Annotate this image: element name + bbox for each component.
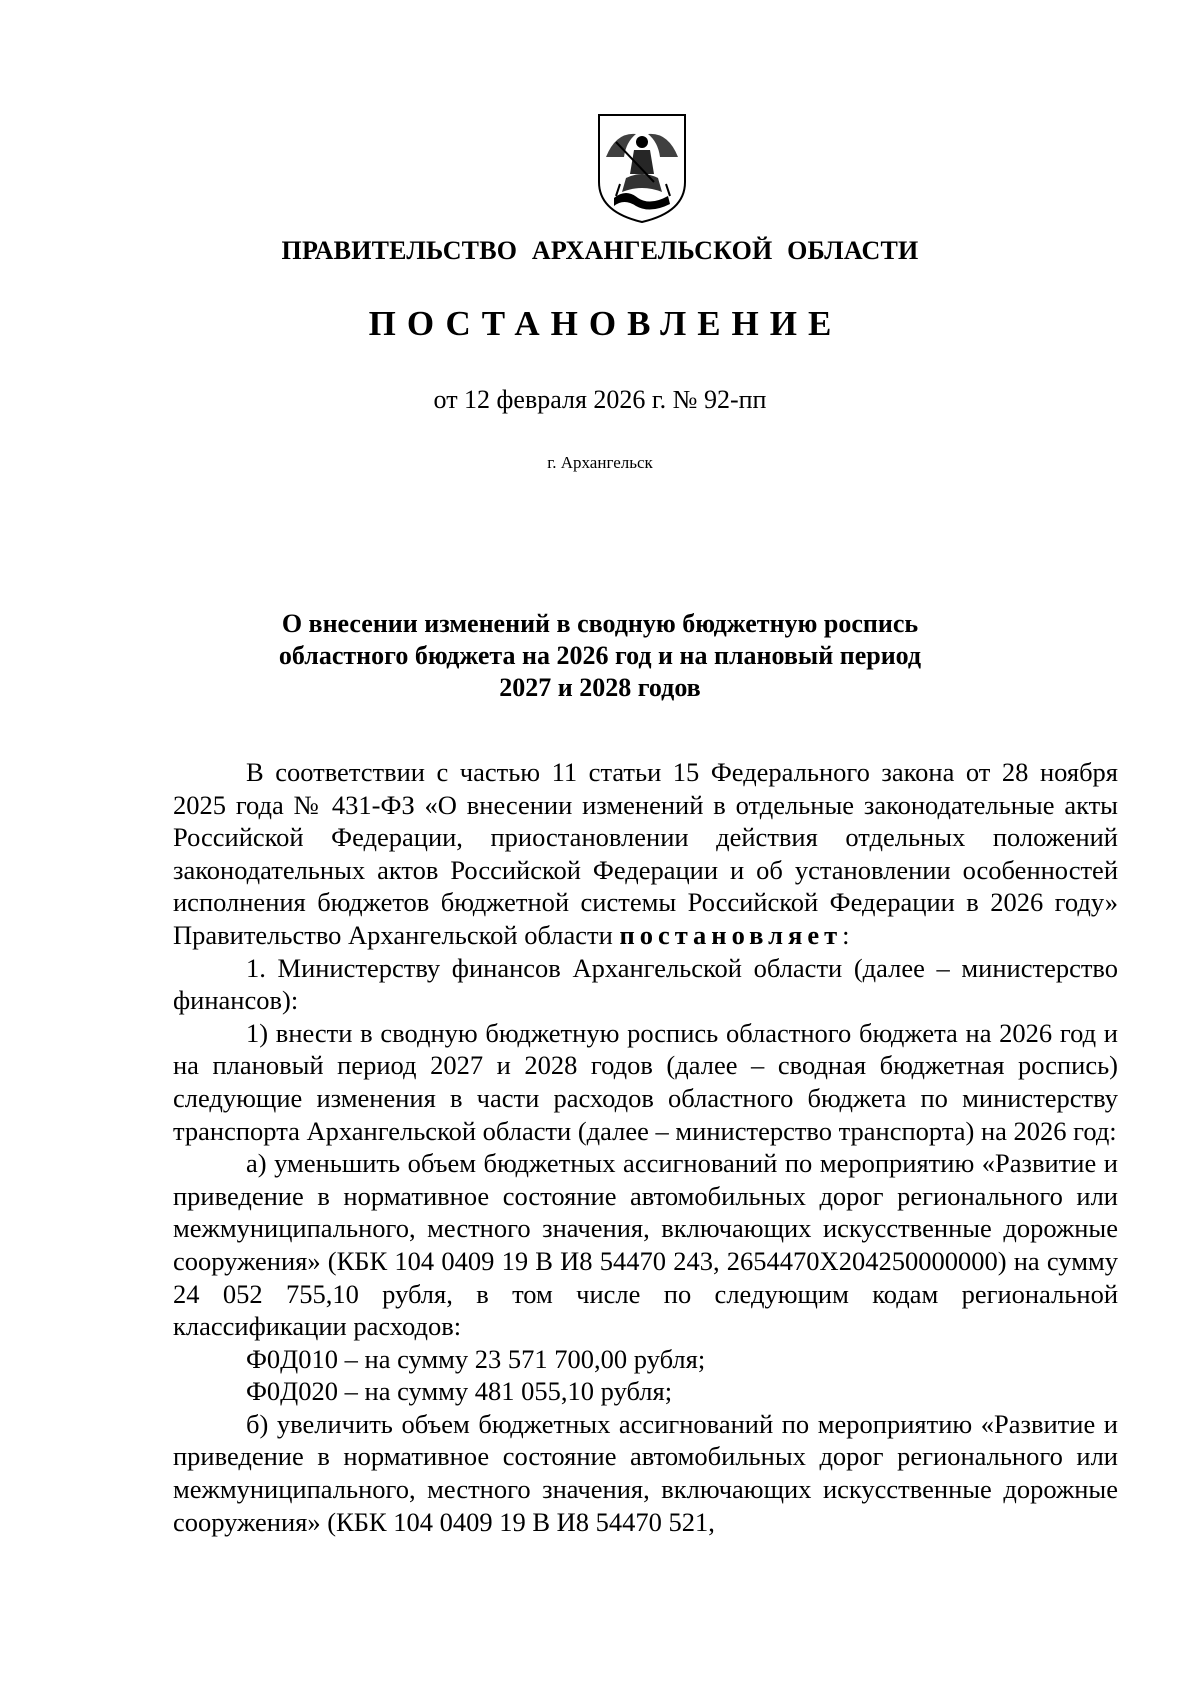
paragraph-code-f0d010: Ф0Д010 – на сумму 23 571 700,00 рубля; [246,1343,706,1374]
paragraph-subitem-a: а) уменьшить объем бюджетных ассигнований по мероприятию «Развитие и приведение в нормативное состояние автомобильных дорог регионального или межмуниципального, местного значения, включающих искусственные дорожные сооружения» (КБК 104 0409 19 В И8 54470 243, 2654470Х204250000000) на сумму 24 052 755,10 рубля, в том числе по следующим кодам региональной классификации расходов: [173,1148,1118,1342]
preamble-text: В соответствии с частью 11 статьи 15 Федерального закона от 28 ноября 2025 года № 431-ФЗ «О внесении изменений в отдельные законодательные акты Российской Федерации, приостановлении действия отдельных положений законодательных актов Российской Федерации и об установлении особенностей исполнения бюджетов бюджетной системы Российской Федерации в 2026 году» Правительство Архангельской области [173,757,1118,950]
document-title [0,608,1200,704]
paragraph-item-1: 1. Министерству финансов Архангельской области (далее – министерство финансов): [173,952,1118,1016]
decree-verb: постановляет [619,919,843,950]
title-line-2: областного бюджета на 2026 год и на плановый период [278,641,922,670]
coat-of-arms-icon [596,112,688,224]
title-line-3: 2027 и 2028 годов [499,673,701,702]
government-name: ПРАВИТЕЛЬСТВО АРХАНГЕЛЬСКОЙ ОБЛАСТИ [281,236,919,265]
paragraph-code-f0d020: Ф0Д020 – на сумму 481 055,10 рубля; [246,1376,673,1407]
preamble-end: : [842,919,850,950]
document-body [173,756,1118,1538]
title-line-1: О внесении изменений в сводную бюджетную роспись [281,609,919,638]
document-type: ПОСТАНОВЛЕНИЕ [368,304,843,343]
paragraph-subitem-b: б) увеличить объем бюджетных ассигнований по мероприятию «Развитие и приведение в нормативное состояние автомобильных дорог регионального или межмуниципального, местного значения, включающих искусственные дорожные сооружения» (КБК 104 0409 19 В И8 54470 521, [173,1408,1118,1537]
paragraph-subitem-1: 1) внести в сводную бюджетную роспись областного бюджета на 2026 год и на плановый период 2027 и 2028 годов (далее – сводная бюджетная роспись) следующие изменения в части расходов областного бюджета по министерству транспорта Архангельской области (далее – министерство транспорта) на 2026 год: [173,1017,1118,1146]
city: г. Архангельск [547,453,653,472]
paragraph-preamble [173,756,1118,952]
date-and-number: от 12 февраля 2026 г. № 92-пп [433,385,767,414]
